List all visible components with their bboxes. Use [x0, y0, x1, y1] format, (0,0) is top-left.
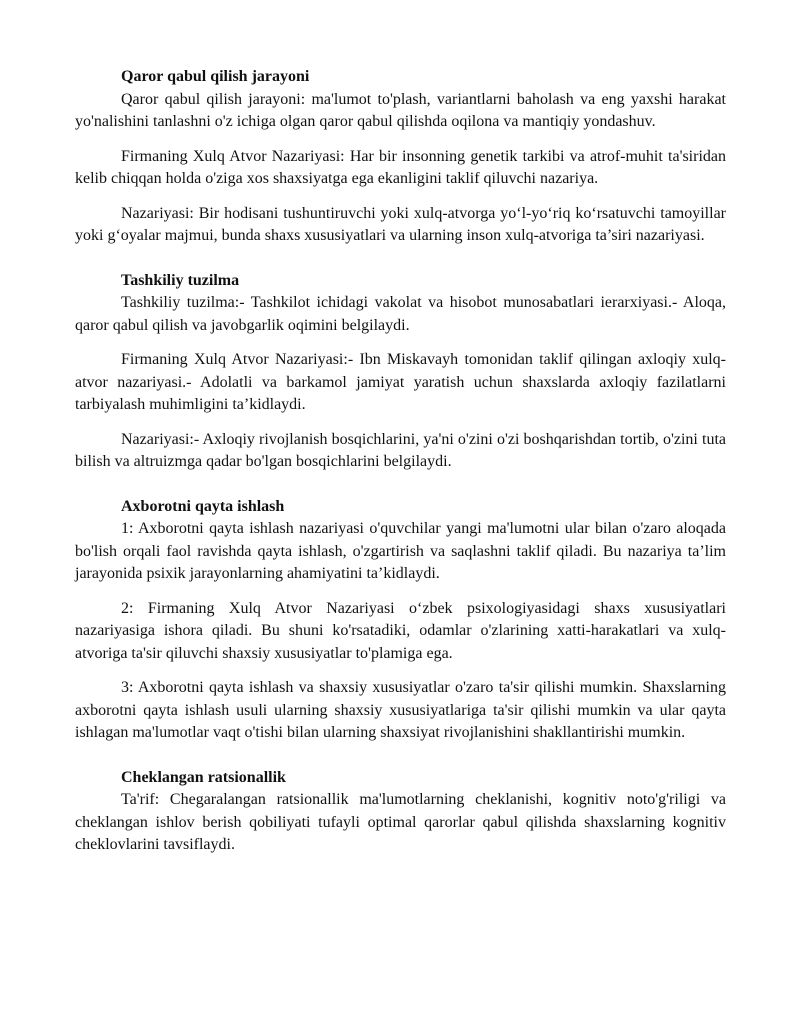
paragraph-firmaning-theory-1: Firmaning Xulq Atvor Nazariyasi: Har bir insonning genetik tarkibi va atrof-muhit ta'siridan kelib chiqqan holda o'ziga xos shaxsiyatga ega ekanligini taklif qiluvchi nazariya. [75, 147, 726, 187]
paragraph-firmaning-theory-2: Firmaning Xulq Atvor Nazariyasi:- Ibn Miskavayh tomonidan taklif qilingan axloqiy xulq-atvor nazariyasi.- Adolatli va barkamol jamiyat yaratish uchun shaxslarda axloqiy fazilatlarni tarbiyalash muhimligini ta’kidlaydi. [75, 351, 726, 413]
section-heading-tashkiliy: Tashkiliy tuzilma [121, 271, 240, 289]
paragraph-qaror-definition: Qaror qabul qilish jarayoni: ma'lumot to'plash, variantlarni baholash va eng yaxshi harakat yo'nalishini tanlashni o'z ichiga olgan qaror qabul qilishda oqilona va mantiqiy yondashuv. [75, 90, 726, 130]
paragraph-cheklangan-definition: Ta'rif: Chegaralangan ratsionallik ma'lumotlarning cheklanishi, kognitiv noto'g'riligi va cheklangan ishlov berish qobiliyati tufayli optimal qarorlar qabul qilishda shaxslarning kognitiv cheklovlarini tavsiflaydi. [75, 791, 726, 853]
paragraph-tashkiliy-definition: Tashkiliy tuzilma:- Tashkilot ichidagi vakolat va hisobot munosabatlari ierarxiyasi.- Aloqa, qaror qabul qilish va javobgarlik oqimini belgilaydi. [75, 294, 726, 334]
section-heading-cheklangan: Cheklangan ratsionallik [121, 768, 286, 786]
paragraph-axborot-1: 1: Axborotni qayta ishlash nazariyasi o'quvchilar yangi ma'lumotni ular bilan o'zaro aloqada bo'lish orqali faol ravishda qayta ishlash, o'zgartirish va saqlashni taklif qiladi. Bu nazariya ta’lim jarayonida psixik jarayonlarning ahamiyatini ta’kidlaydi. [75, 520, 726, 582]
paragraph-nazariyasi-1: Nazariyasi: Bir hodisani tushuntiruvchi yoki xulq-atvorga yo‘l-yo‘riq ko‘rsatuvchi tamoyillar yoki g‘oyalar majmui, bunda shaxs xususiyatlari va ularning inson xulq-atvoriga ta’siri nazariyasi. [75, 204, 726, 244]
document-page [75, 66, 726, 857]
paragraph-axborot-3: 3: Axborotni qayta ishlash va shaxsiy xususiyatlar o'zaro ta'sir qilishi mumkin. Shaxslarning axborotni qayta ishlash usuli ularning shaxsiy xususiyatlariga ta'sir qilishi mumkin va ular qayta ishlagan ma'lumotlar vaqt o'tishi bilan ularning shaxsiyat rivojlanishini shakllantirishi mumkin. [75, 679, 726, 741]
section-heading-qaror: Qaror qabul qilish jarayoni [121, 68, 310, 85]
section-heading-axborot: Axborotni qayta ishlash [121, 497, 285, 515]
paragraph-axborot-2: 2: Firmaning Xulq Atvor Nazariyasi o‘zbek psixologiyasidagi shaxs xususiyatlari nazariyasiga ishora qiladi. Bu shuni ko'rsatadiki, odamlar o'zlarining xatti-harakatlari va xulq-atvoriga ta'sir qiluvchi shaxsiy xususiyatlar to'plamiga ega. [75, 599, 726, 662]
paragraph-nazariyasi-2: Nazariyasi:- Axloqiy rivojlanish bosqichlarini, ya'ni o'zini o'zi boshqarishdan tortib, o'zini tuta bilish va altruizmga qadar bo'lgan bosqichlarini belgilaydi. [75, 430, 726, 470]
